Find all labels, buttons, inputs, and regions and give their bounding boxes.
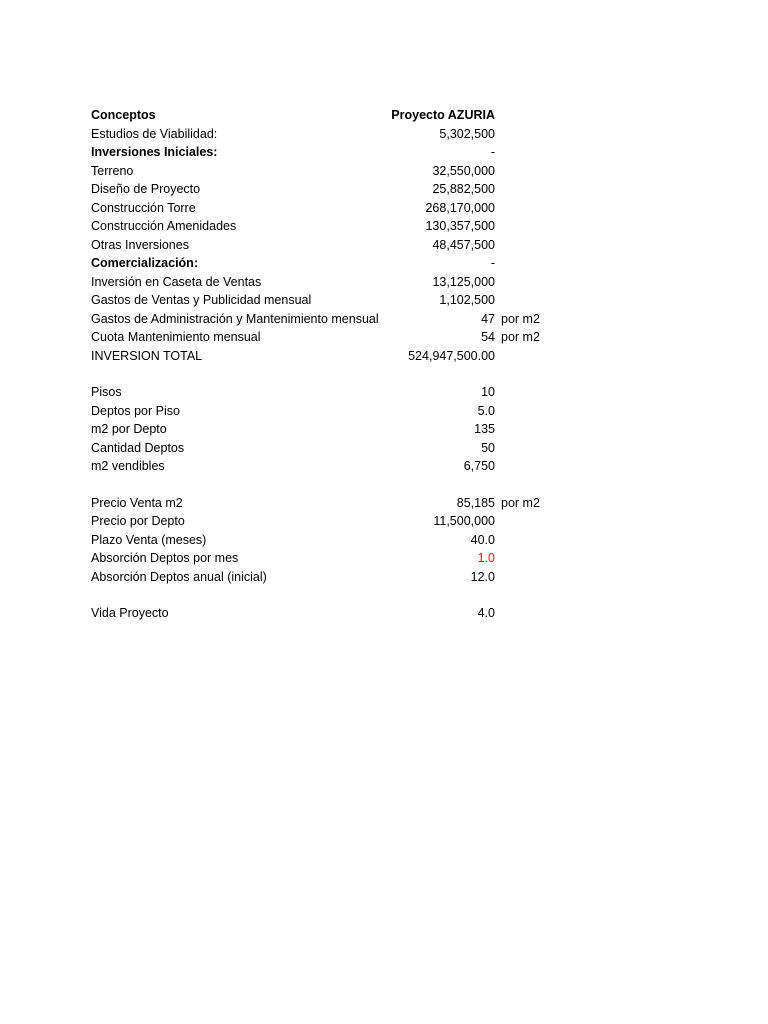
row-value: 85,185	[456, 495, 495, 510]
row-estudios-viabilidad	[0, 125, 768, 143]
row-label: Estudios de Viabilidad:	[91, 126, 218, 141]
row-vida-proyecto	[0, 604, 768, 622]
row-inversion-total	[0, 347, 768, 365]
row-value: 1,102,500	[439, 293, 495, 307]
row-precio-por-depto	[0, 512, 768, 530]
row-label: Construcción Amenidades	[91, 219, 237, 233]
row-value: 268,170,000	[425, 200, 495, 215]
row-label: Vida Proyecto	[91, 606, 169, 620]
header-concepts: Conceptos	[91, 108, 156, 122]
row-m2-por-depto	[0, 420, 768, 438]
row-label: Terreno	[91, 163, 134, 178]
row-label: Otras Inversiones	[91, 237, 189, 252]
row-value: 135	[474, 422, 495, 436]
row-value: 5,302,500	[439, 126, 495, 141]
row-value-highlighted: 1.0	[477, 551, 495, 565]
row-label: Precio Venta m2	[91, 495, 183, 510]
row-value: 4.0	[477, 606, 495, 620]
row-unit: por m2	[501, 495, 540, 510]
header-row	[0, 106, 768, 124]
row-m2-vendibles	[0, 457, 768, 475]
row-cantidad-deptos	[0, 439, 768, 457]
row-label: Cuota Mantenimiento mensual	[91, 330, 261, 344]
row-unit: por m2	[501, 311, 540, 326]
row-value: 32,550,000	[432, 163, 495, 178]
row-gastos-administracion	[0, 310, 768, 328]
row-gastos-ventas	[0, 291, 768, 309]
row-pisos	[0, 383, 768, 401]
row-value: 5.0	[477, 403, 495, 418]
row-construccion-amenidades	[0, 217, 768, 235]
row-comercializacion	[0, 254, 768, 272]
row-precio-venta-m2	[0, 494, 768, 512]
row-construccion-torre	[0, 199, 768, 217]
row-value: 12.0	[470, 569, 495, 584]
row-value: 524,947,500.00	[408, 348, 495, 363]
row-diseno-proyecto	[0, 180, 768, 198]
row-label: m2 vendibles	[91, 459, 165, 473]
row-plazo-venta	[0, 531, 768, 549]
row-value: 50	[481, 440, 495, 455]
row-label: Gastos de Ventas y Publicidad mensual	[91, 293, 312, 307]
row-label: Cantidad Deptos	[91, 440, 185, 455]
row-value: 48,457,500	[432, 237, 495, 252]
row-value: -	[490, 256, 495, 270]
row-label: Pisos	[91, 385, 122, 399]
row-value: 11,500,000	[433, 514, 495, 528]
row-inversiones-iniciales	[0, 143, 768, 161]
row-terreno	[0, 162, 768, 180]
row-caseta-ventas	[0, 273, 768, 291]
row-cuota-mantenimiento	[0, 328, 768, 346]
row-absorcion-mensual	[0, 549, 768, 567]
row-value: 10	[481, 385, 495, 399]
row-value: 47	[481, 311, 495, 326]
row-value: 13,125,000	[432, 274, 495, 289]
row-label: Precio por Depto	[91, 514, 185, 528]
row-label: m2 por Depto	[91, 422, 167, 436]
row-label: Gastos de Administración y Mantenimiento mensual	[91, 311, 379, 326]
row-value: 54	[481, 330, 495, 344]
row-otras-inversiones	[0, 236, 768, 254]
row-label: Diseño de Proyecto	[91, 182, 201, 196]
row-label: Plazo Venta (meses)	[91, 532, 207, 547]
row-label: Absorción Deptos por mes	[91, 551, 239, 565]
row-label: Inversión en Caseta de Ventas	[91, 274, 262, 289]
row-value: -	[490, 145, 495, 159]
row-value: 130,357,500	[425, 219, 495, 233]
row-unit: por m2	[501, 330, 540, 344]
row-deptos-por-piso	[0, 402, 768, 420]
row-value: 25,882,500	[432, 182, 495, 196]
header-project: Proyecto AZURIA	[391, 108, 495, 122]
row-label: INVERSION TOTAL	[91, 348, 203, 363]
row-label: Deptos por Piso	[91, 403, 180, 418]
row-value: 40.0	[470, 532, 495, 547]
row-label: Inversiones Iniciales:	[91, 145, 218, 159]
row-value: 6,750	[463, 459, 495, 473]
row-absorcion-anual	[0, 568, 768, 586]
row-label: Comercialización:	[91, 256, 198, 270]
row-label: Construcción Torre	[91, 200, 196, 215]
row-label: Absorción Deptos anual (inicial)	[91, 569, 267, 584]
